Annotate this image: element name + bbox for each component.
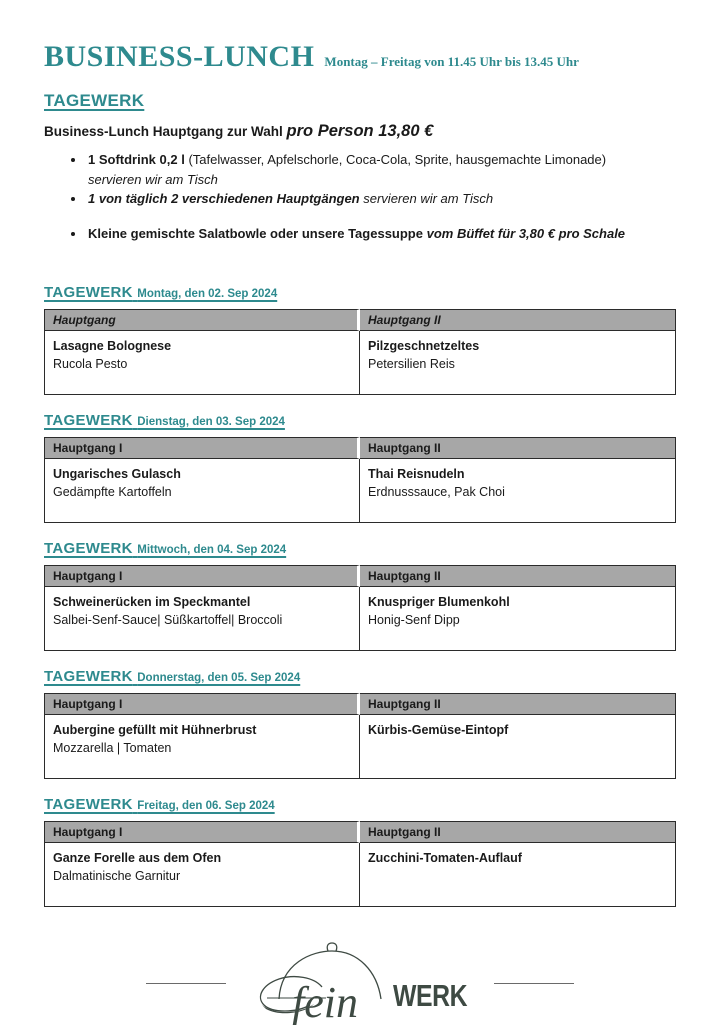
bullet-softdrink-line2: servieren wir am Tisch <box>88 171 218 187</box>
dish-title: Pilzgeschnetzeltes <box>368 339 480 353</box>
day-heading-date: Montag, den 02. Sep 2024 <box>137 288 278 300</box>
day-heading-tagewerk: TAGEWERK <box>44 796 133 813</box>
menu-table-donnerstag <box>44 693 676 779</box>
day-heading <box>44 284 676 302</box>
day-heading-date: Mittwoch, den 04. Sep 2024 <box>137 544 287 556</box>
offer-price: pro Person 13,80 € <box>286 122 434 140</box>
table-row <box>44 587 676 651</box>
dish-cell <box>44 459 360 523</box>
page-subtitle: Montag – Freitag von 11.45 Uhr bis 13.45 Uhr <box>324 54 579 69</box>
dish-title: Ungarisches Gulasch <box>53 467 181 481</box>
column-header-hauptgang-2: Hauptgang II <box>360 693 676 715</box>
menu-table-dienstag <box>44 437 676 523</box>
dish-cell <box>360 715 676 779</box>
dish-cell <box>44 715 360 779</box>
dish-title: Zucchini-Tomaten-Auflauf <box>368 851 522 865</box>
table-row <box>44 459 676 523</box>
bullet-softdrink-rest: (Tafelwasser, Apfelschorle, Coca-Cola, Sprite, hausgemachte Limonade) <box>188 152 607 167</box>
menu-table-montag <box>44 309 676 395</box>
column-header-hauptgang-2: Hauptgang II <box>360 565 676 587</box>
dish-subtitle: Salbei-Senf-Sauce| Süßkartoffel| Broccoli <box>53 613 283 628</box>
dish-cell <box>44 843 360 907</box>
column-header-hauptgang-2: Hauptgang II <box>360 821 676 843</box>
dish-subtitle: Erdnusssauce, Pak Choi <box>368 485 505 500</box>
dish-title: Lasagne Bolognese <box>53 339 172 353</box>
day-heading-tagewerk: TAGEWERK <box>44 412 133 429</box>
bullet-salatbowle-bold: Kleine gemischte Salatbowle oder unsere Tagessuppe <box>88 225 423 241</box>
dish-subtitle: Petersilien Reis <box>368 357 455 372</box>
dish-subtitle: Mozzarella | Tomaten <box>53 741 172 756</box>
dish-subtitle: Gedämpfte Kartoffeln <box>53 485 172 500</box>
dish-cell <box>44 331 360 395</box>
bullet-salatbowle-italic: vom Büffet für 3,80 € pro Schale <box>426 225 626 241</box>
feinwerk-logo <box>234 941 486 1025</box>
offer-line <box>44 122 676 141</box>
cloche-icon <box>234 941 409 1025</box>
menu-table-freitag <box>44 821 676 907</box>
day-heading-date: Freitag, den 06. Sep 2024 <box>137 800 275 812</box>
column-header-hauptgang-1: Hauptgang I <box>44 693 360 715</box>
day-heading-date: Donnerstag, den 05. Sep 2024 <box>137 672 301 684</box>
page-title: BUSINESS-LUNCH <box>44 40 315 73</box>
dish-title: Schweinerücken im Speckmantel <box>53 595 251 609</box>
bullet-hauptgaenge <box>86 189 676 209</box>
dish-subtitle: Honig-Senf Dipp <box>368 613 460 628</box>
column-header-hauptgang-2: Hauptgang II <box>360 437 676 459</box>
table-row <box>44 715 676 779</box>
dish-title: Knuspriger Blumenkohl <box>368 595 510 609</box>
dish-title: Aubergine gefüllt mit Hühnerbrust <box>53 723 257 737</box>
day-section-freitag <box>44 796 676 907</box>
bullet-hauptgaenge-rest: servieren wir am Tisch <box>363 191 494 206</box>
dish-cell <box>360 459 676 523</box>
day-section-mittwoch <box>44 540 676 651</box>
day-heading-tagewerk: TAGEWERK <box>44 668 133 685</box>
day-heading-tagewerk: TAGEWERK <box>44 284 133 301</box>
dish-title: Kürbis-Gemüse-Eintopf <box>368 723 509 737</box>
column-header-hauptgang-1: Hauptgang I <box>44 821 360 843</box>
dish-subtitle: Dalmatinische Garnitur <box>53 869 181 884</box>
logo-caps-text: WERK <box>393 978 468 1013</box>
bullet-hauptgaenge-bold: 1 von täglich 2 verschiedenen Hauptgängen <box>88 191 360 206</box>
day-section-montag <box>44 284 676 395</box>
offer-label: Business-Lunch Hauptgang zur Wahl <box>44 124 283 139</box>
logo-script-text: fein <box>292 978 359 1025</box>
day-heading <box>44 540 676 558</box>
footer-logo-band <box>44 941 676 1025</box>
day-heading <box>44 668 676 686</box>
offer-bullet-list <box>44 150 676 243</box>
table-row <box>44 331 676 395</box>
column-header-hauptgang-1: Hauptgang I <box>44 565 360 587</box>
column-header-hauptgang-2: Hauptgang II <box>360 309 676 331</box>
dish-cell <box>44 587 360 651</box>
bullet-salatbowle <box>86 224 676 244</box>
day-section-dienstag <box>44 412 676 523</box>
day-heading <box>44 796 676 814</box>
day-heading <box>44 412 676 430</box>
dish-title: Ganze Forelle aus dem Ofen <box>53 851 222 865</box>
dish-cell <box>360 843 676 907</box>
dish-cell <box>360 331 676 395</box>
column-header-hauptgang-1: Hauptgang I <box>44 437 360 459</box>
day-section-donnerstag <box>44 668 676 779</box>
bullet-softdrink-bold: 1 Softdrink 0,2 l <box>88 152 185 167</box>
day-heading-tagewerk: TAGEWERK <box>44 540 133 557</box>
column-header-hauptgang-1: Hauptgang <box>44 309 360 331</box>
dish-cell <box>360 587 676 651</box>
dish-title: Thai Reisnudeln <box>368 467 465 481</box>
dish-subtitle: Rucola Pesto <box>53 357 128 372</box>
day-heading-date: Dienstag, den 03. Sep 2024 <box>137 416 285 428</box>
bullet-softdrink <box>86 150 676 189</box>
section-heading-tagewerk: TAGEWERK <box>44 91 145 110</box>
document-header <box>44 40 676 74</box>
logo-rule-right <box>494 983 574 984</box>
logo-rule-left <box>146 983 226 984</box>
table-row <box>44 843 676 907</box>
menu-table-mittwoch <box>44 565 676 651</box>
